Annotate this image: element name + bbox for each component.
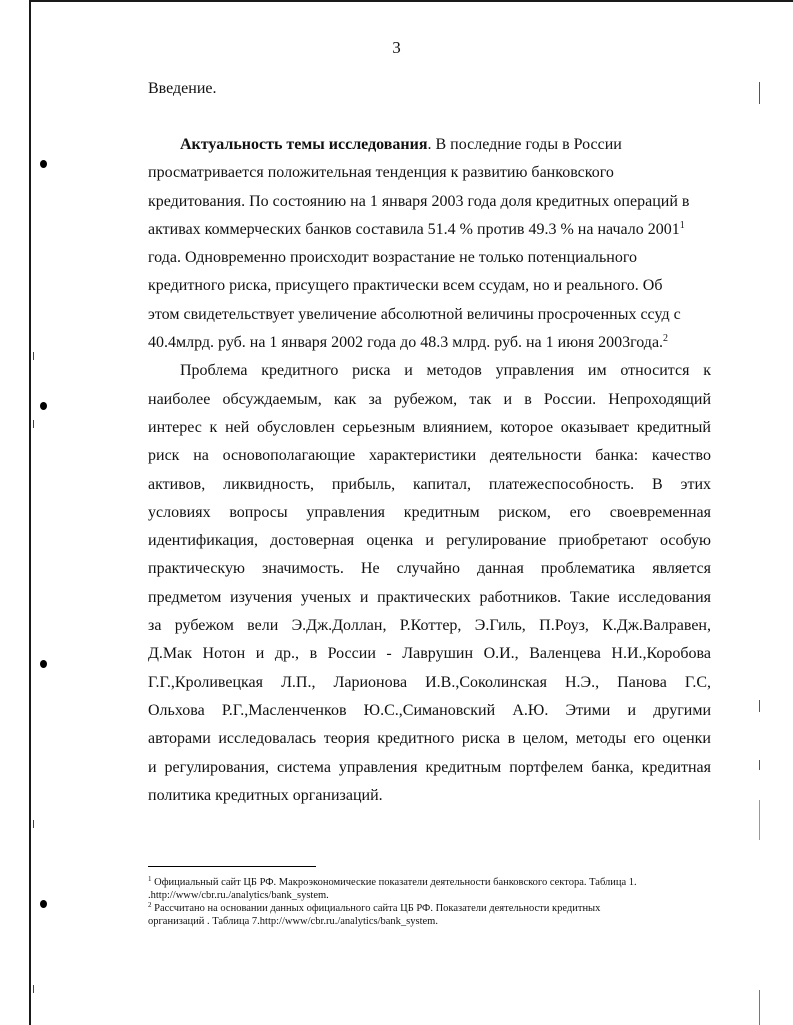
text-line: Д.Мак Нотон и др., в России - Лаврушин О.И., Валенцева Н.И.,Коробова — [148, 645, 711, 663]
footnote-mark: 1 — [148, 875, 152, 883]
text-line: просматривается положительная тенденция к развитию банковского — [148, 164, 614, 182]
text-line: кредитования. По состоянию на 1 января 2003 года доля кредитных операций в — [148, 192, 690, 210]
footnote: $^2$ Рассчитано на основании данных официального сайта ЦБ РФ. Показатели деятельности кредитных — [148, 901, 601, 914]
scan-border-top — [30, 0, 793, 2]
text-line: наиболее обсуждаемым, как за рубежом, так и в России. Непроходящий — [148, 390, 711, 408]
text-line: предметом изучения ученых и практических работников. Такие исследования — [148, 588, 711, 606]
section-heading: Введение. — [148, 80, 217, 97]
scan-mark — [33, 420, 34, 428]
binder-hole — [40, 660, 47, 668]
scan-mark — [759, 700, 760, 712]
scan-mark — [33, 985, 34, 993]
relevance-lead: Актуальность темы исследования — [180, 136, 428, 153]
text-line: риск на основополагающие характеристики деятельности банка: качество — [148, 447, 711, 465]
scan-mark — [759, 990, 760, 1025]
text-line: активах коммерческих банков составила 51.4 % против 49.3 % на начало 2001$^1$ — [148, 219, 685, 238]
paragraph-credit-risk — [148, 357, 711, 810]
scan-border-left — [29, 0, 31, 1025]
footnote-mark: 2 — [148, 901, 152, 909]
text-line: этом свидетельствует увеличение абсолютной величины просроченных ссуд с — [148, 305, 681, 323]
paragraph-relevance — [148, 131, 711, 357]
text-line: Ольхова Р.Г.,Масленченков Ю.С.,Симановский А.Ю. Этими и другими — [148, 701, 711, 719]
binder-hole — [40, 900, 47, 908]
text-line: идентификация, достоверная оценка и регулирование приобретают особую — [148, 532, 711, 550]
text-line: интерес к ней обусловлен серьезным влиянием, которое оказывает кредитный — [148, 418, 711, 436]
footnote-separator — [148, 866, 316, 867]
text-line: политика кредитных организаций. — [148, 786, 383, 804]
scan-mark — [759, 760, 760, 770]
text-line: условиях вопросы управления кредитным риском, его своевременная — [148, 503, 711, 521]
footnotes — [148, 876, 708, 928]
footnote-ref: 2 — [663, 333, 669, 345]
text-line: за рубежом вели Э.Дж.Доллан, Р.Коттер, Э.Гиль, П.Роуз, К.Дж.Валравен, — [148, 617, 711, 635]
footnote-ref: 1 — [679, 219, 685, 231]
scan-mark — [759, 800, 760, 840]
scan-mark — [759, 82, 760, 104]
body-text — [148, 131, 711, 810]
footnote: $^1$ Официальный сайт ЦБ РФ. Макроэкономические показатели деятельности банковского сектора. Таблица 1. — [148, 875, 637, 888]
text-line: 40.4млрд. руб. на 1 января 2002 года до 48.3 млрд. руб. на 1 июня 2003года.$^2$ — [148, 333, 669, 352]
text-line: активов, ликвидность, прибыль, капитал, платежеспособность. В этих — [148, 475, 711, 493]
page-number: 3 — [392, 38, 401, 57]
text-line: года. Одновременно происходит возрастание не только потенциального — [148, 249, 637, 267]
footnote-link: организаций . Таблица 7.http://www/cbr.ru./analytics/bank_system. — [148, 916, 438, 927]
text-line: Актуальность темы исследования. В последние годы в России — [180, 136, 622, 153]
binder-hole — [40, 402, 47, 410]
text-line: Проблема кредитного риска и методов управления им относится к — [180, 362, 711, 380]
scan-mark — [33, 352, 34, 360]
text-line: кредитного риска, присущего практически всем ссудам, но и реального. Об — [148, 277, 663, 295]
scan-mark — [33, 820, 34, 828]
text-line: авторами исследовалась теория кредитного риска в целом, методы его оценки — [148, 730, 711, 748]
binder-hole — [40, 160, 47, 168]
footnote-link: .http://www/cbr.ru./analytics/bank_system. — [148, 890, 329, 901]
text-line: практическую значимость. Не случайно данная проблематика является — [148, 560, 711, 578]
text-line: Г.Г.,Кроливецкая Л.П., Ларионова И.В.,Соколинская Н.Э., Панова Г.С, — [148, 673, 711, 691]
text-line: и регулирования, система управления кредитным портфелем банка, кредитная — [148, 758, 711, 776]
